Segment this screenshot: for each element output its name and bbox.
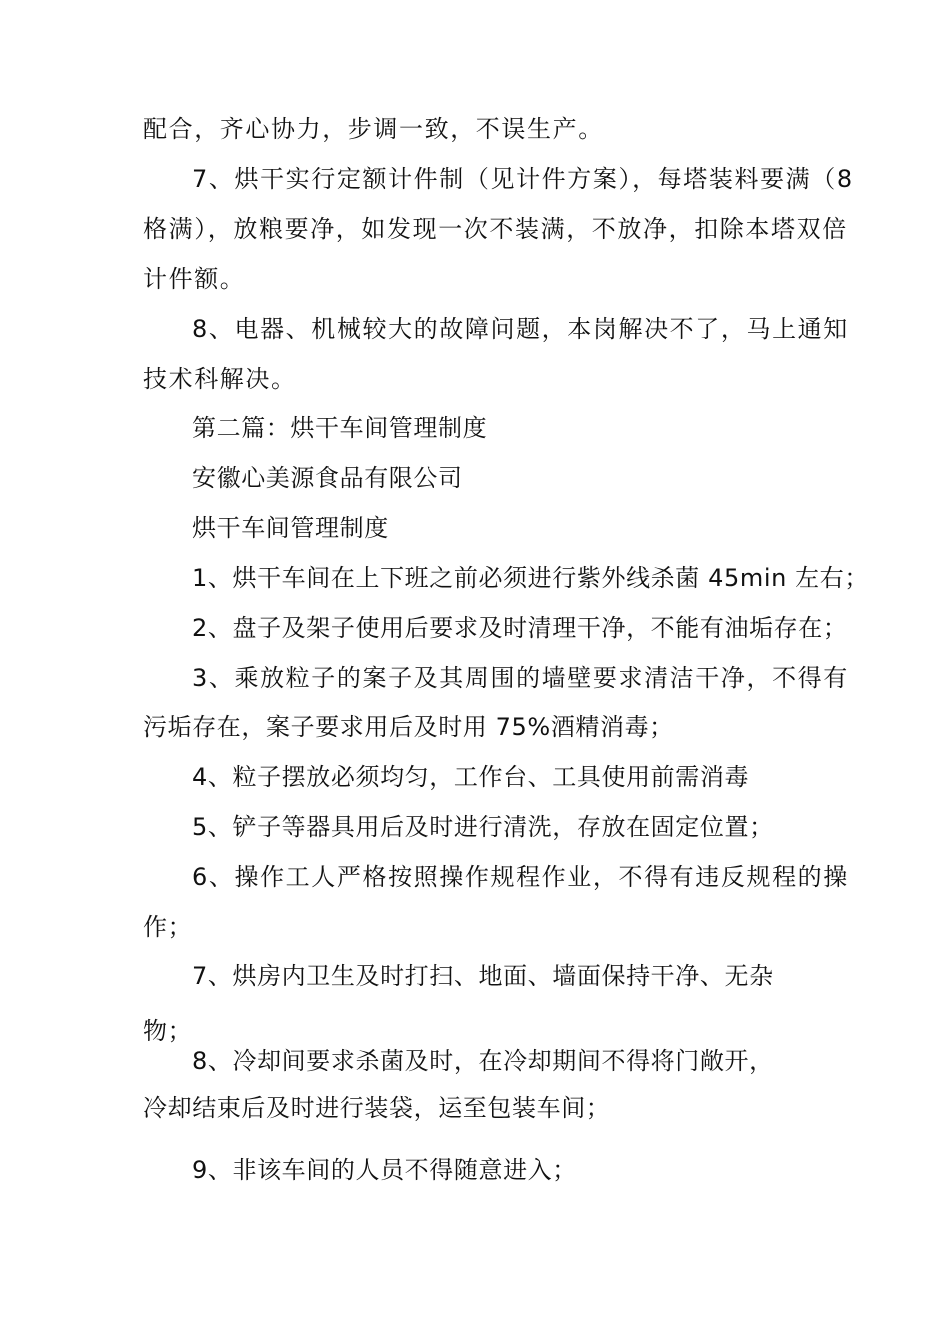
rule-item-3-end: 污垢存在，案子要求用后及时用 75%酒精消毒； bbox=[143, 713, 674, 741]
rule-item-3-start: 3、乘放粒子的案子及其周围的墙壁要求清洁干净，不得有 bbox=[192, 664, 849, 692]
rule-item-8-start: 8、冷却间要求杀菌及时，在冷却期间不得将门敞开， bbox=[192, 1047, 774, 1075]
rule-item-6-end: 作； bbox=[143, 913, 193, 941]
text-line-item-7-cont: 格满），放粮要净，如发现一次不装满，不放净，扣除本塔双倍 bbox=[143, 215, 848, 243]
company-name: 安徽心美源食品有限公司 bbox=[192, 464, 463, 492]
rule-item-1: 1、烘干车间在上下班之前必须进行紫外线杀菌 45min 左右； bbox=[192, 564, 869, 592]
text-line-item-8-end: 技术科解决。 bbox=[143, 365, 297, 393]
rule-item-8-end: 冷却结束后及时进行装袋，运至包装车间； bbox=[143, 1094, 611, 1122]
text-line-item-7-start: 7、烘干实行定额计件制（见计件方案），每塔装料要满（8 bbox=[192, 165, 854, 193]
rule-item-5: 5、铲子等器具用后及时进行清洗，存放在固定位置； bbox=[192, 813, 774, 841]
rule-item-7-end: 物； bbox=[143, 1017, 193, 1045]
rule-item-6-start: 6、操作工人严格按照操作规程作业，不得有违反规程的操 bbox=[192, 863, 849, 891]
text-line-item-7-end: 计件额。 bbox=[143, 265, 246, 293]
section-heading: 第二篇：烘干车间管理制度 bbox=[192, 414, 488, 442]
rule-item-4: 4、粒子摆放必须均匀，工作台、工具使用前需消毒 bbox=[192, 763, 750, 791]
text-line-continuation: 配合，齐心协力，步调一致，不误生产。 bbox=[143, 115, 604, 143]
rule-item-2: 2、盘子及架子使用后要求及时清理干净，不能有油垢存在； bbox=[192, 614, 848, 642]
rule-item-9: 9、非该车间的人员不得随意进入； bbox=[192, 1156, 577, 1184]
rule-item-7-start: 7、烘房内卫生及时打扫、地面、墙面保持干净、无杂 bbox=[192, 962, 774, 990]
text-line-item-8-start: 8、电器、机械较大的故障问题，本岗解决不了，马上通知 bbox=[192, 315, 849, 343]
document-title: 烘干车间管理制度 bbox=[192, 514, 389, 542]
